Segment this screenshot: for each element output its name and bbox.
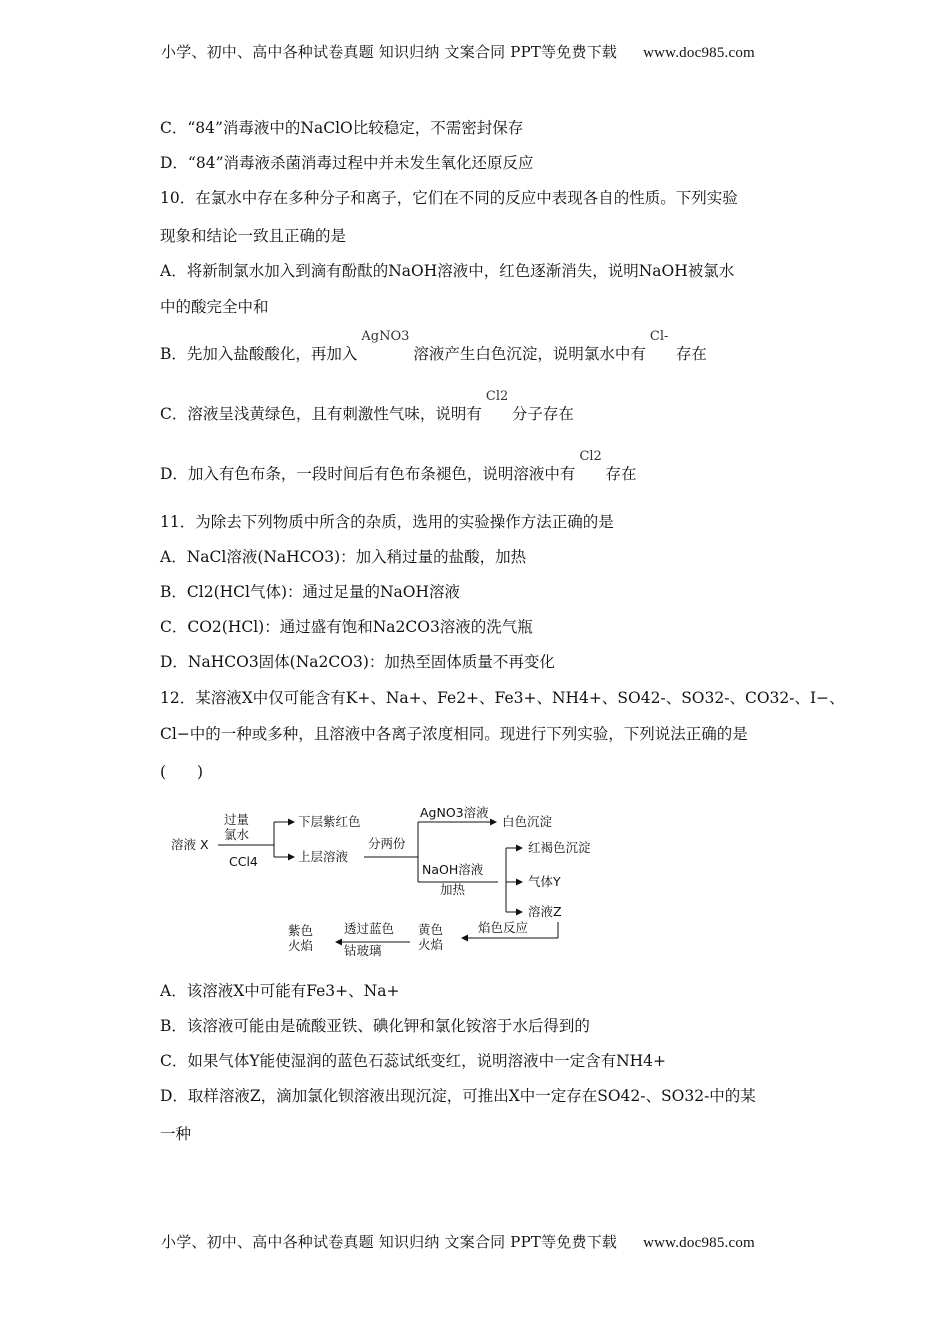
q12-option-c: C．如果气体Y能使湿润的蓝色石蕊试纸变红，说明溶液中一定含有NH4+ xyxy=(160,1052,667,1070)
q12-option-b: B．该溶液可能由是硫酸亚铁、碘化钾和氯化铵溶于水后得到的 xyxy=(160,1017,590,1035)
diagram-yellow-a: 黄色 xyxy=(418,922,444,937)
q11-option-c: C．CO2(HCl)：通过盛有饱和Na2CO3溶液的洗气瓶 xyxy=(160,618,533,636)
q12-stem-2: Cl−中的一种或多种，且溶液中各离子浓度相同。现进行下列实验，下列说法正确的是 xyxy=(160,725,748,743)
q9-option-c: C．“84”消毒液中的NaClO比较稳定，不需密封保存 xyxy=(160,119,524,137)
diagram-split: 分两份 xyxy=(368,836,406,851)
diagram-yellow-b: 火焰 xyxy=(418,937,444,952)
diagram-reagent-1b: 氯水 xyxy=(224,827,250,842)
formula-cl2-b-label: Cl2 xyxy=(579,449,602,464)
q10-option-c-text: C．溶液呈浅黄绿色，且有刺激性气味，说明有 xyxy=(160,405,482,423)
q11-option-b: B．Cl2(HCl气体)：通过足量的NaOH溶液 xyxy=(160,583,461,601)
footer-text: 小学、初中、高中各种试卷真题 知识归纳 文案合同 PPT等免费下载 xyxy=(161,1233,618,1251)
diagram-cobalt-a: 透过蓝色 xyxy=(344,921,395,936)
diagram-reagent-1a: 过量 xyxy=(224,812,250,827)
q11-option-d: D．NaHCO3固体(Na2CO3)：加热至固体质量不再变化 xyxy=(160,653,555,671)
q10-option-b xyxy=(160,329,707,364)
q10-option-c xyxy=(160,389,574,424)
q9-option-d: D．“84”消毒液杀菌消毒过程中并未发生氧化还原反应 xyxy=(160,154,534,172)
q12-option-a: A．该溶液X中可能有Fe3+、Na+ xyxy=(160,982,400,1000)
q12-stem-1: 12．某溶液X中仅可能含有K+、Na+、Fe2+、Fe3+、NH4+、SO42-、SO32-、CO32-、I−、 xyxy=(160,689,845,707)
page-header xyxy=(161,41,755,62)
q12-option-d-1: D．取样溶液Z，滴加氯化钡溶液出现沉淀，可推出X中一定存在SO42-、SO32-中的某 xyxy=(160,1087,756,1105)
diagram-agno3: AgNO3溶液 xyxy=(420,805,489,820)
q10-option-d-text2: 存在 xyxy=(605,465,637,483)
formula-cl-ion xyxy=(646,329,676,364)
formula-cl2 xyxy=(482,389,512,424)
diagram-flame-test: 焰色反应 xyxy=(478,920,529,935)
diagram-upper-layer: 上层溶液 xyxy=(298,849,349,864)
diagram-white-ppt: 白色沉淀 xyxy=(502,814,553,829)
q12-stem-3: ( ) xyxy=(160,763,204,781)
q10-option-b-text2: 溶液产生白色沉淀，说明氯水中有 xyxy=(413,345,646,363)
formula-cl2-label: Cl2 xyxy=(485,389,509,404)
diagram-reagent-2: CCl4 xyxy=(229,854,258,869)
q10-option-a-1: A．将新制氯水加入到滴有酚酞的NaOH溶液中，红色逐渐消失，说明NaOH被氯水 xyxy=(160,262,735,280)
q10-option-b-text: B．先加入盐酸酸化，再加入 xyxy=(160,345,358,363)
diagram-cobalt-b: 钴玻璃 xyxy=(344,943,382,958)
diagram-naoh: NaOH溶液 xyxy=(422,862,484,877)
q11-option-a: A．NaCl溶液(NaHCO3)：加入稍过量的盐酸，加热 xyxy=(160,548,527,566)
q10-option-c-text2: 分子存在 xyxy=(511,405,574,423)
q12-option-d-2: 一种 xyxy=(160,1125,192,1143)
diagram-red-brown-ppt: 红褐色沉淀 xyxy=(528,840,591,855)
header-site[interactable]: www.doc985.com xyxy=(643,45,755,61)
formula-cl-ion-label: Cl- xyxy=(649,329,669,344)
q10-option-d-text: D．加入有色布条，一段时间后有色布条褪色，说明溶液中有 xyxy=(160,465,576,483)
q10-stem-1: 10．在氯水中存在多种分子和离子，它们在不同的反应中表现各自的性质。下列实验 xyxy=(160,189,738,207)
diagram-gas-y: 气体Y xyxy=(528,874,561,889)
q10-option-d xyxy=(160,449,637,484)
q10-option-b-text3: 存在 xyxy=(675,345,707,363)
diagram-solution-x: 溶液 X xyxy=(171,837,209,852)
formula-agno3 xyxy=(357,329,413,364)
header-text: 小学、初中、高中各种试卷真题 知识归纳 文案合同 PPT等免费下载 xyxy=(161,43,618,61)
formula-agno3-label: AgNO3 xyxy=(361,329,410,344)
q10-option-a-2: 中的酸完全中和 xyxy=(160,298,269,316)
footer-site[interactable]: www.doc985.com xyxy=(643,1235,755,1251)
diagram-heat: 加热 xyxy=(440,882,466,897)
diagram-purple-b: 火焰 xyxy=(288,938,314,953)
diagram-lower-layer: 下层紫红色 xyxy=(298,814,361,829)
q10-stem-2: 现象和结论一致且正确的是 xyxy=(160,227,347,245)
formula-cl2-b xyxy=(575,449,605,484)
diagram-solution-z: 溶液Z xyxy=(528,904,562,919)
q11-stem: 11．为除去下列物质中所含的杂质，选用的实验操作方法正确的是 xyxy=(160,513,614,531)
diagram-purple-a: 紫色 xyxy=(288,923,314,938)
page-footer xyxy=(161,1231,755,1252)
experiment-flow-diagram xyxy=(166,804,616,959)
